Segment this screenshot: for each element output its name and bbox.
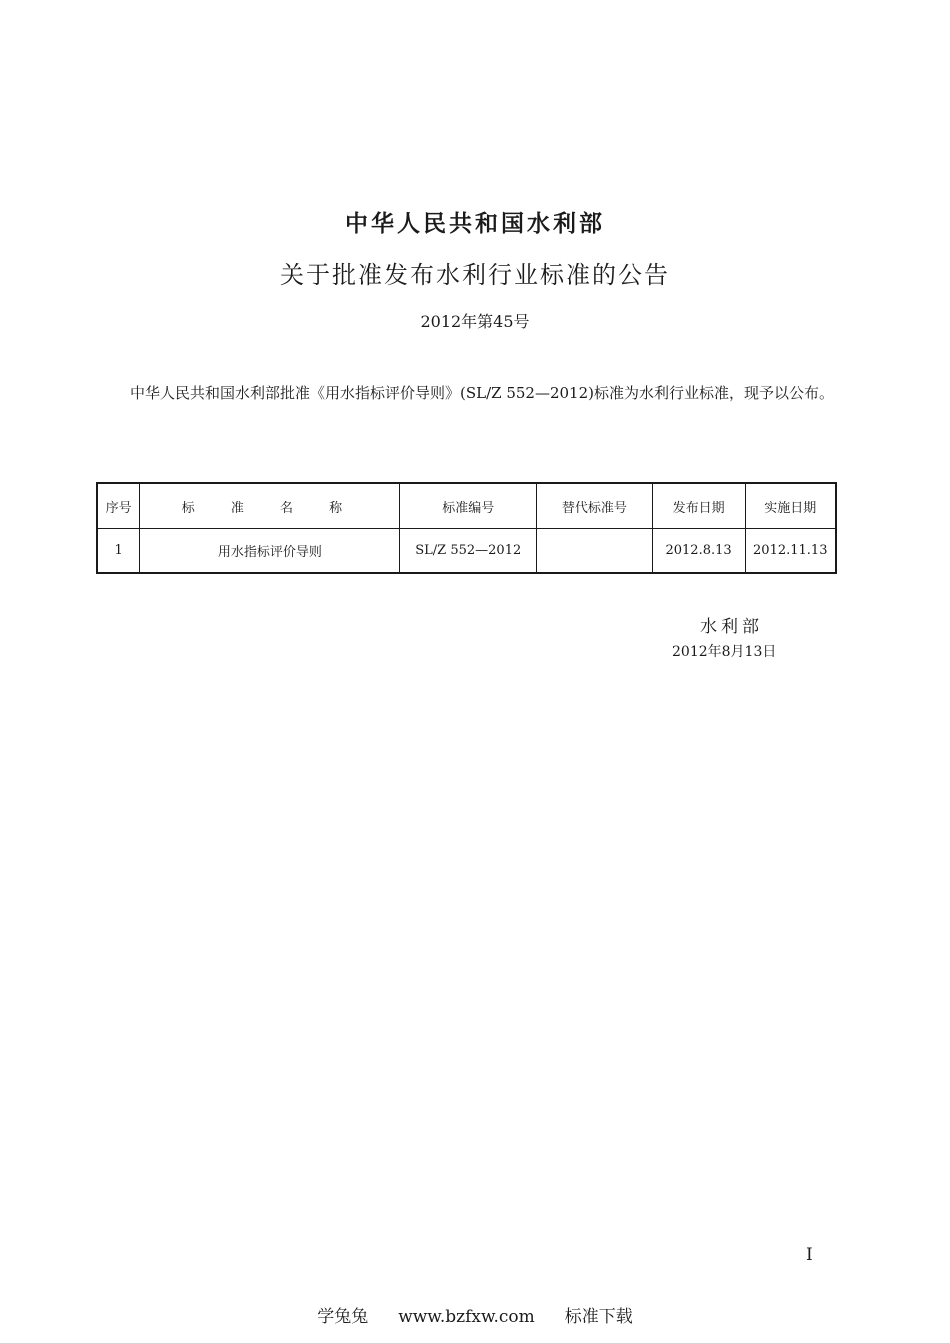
table-row (97, 529, 836, 574)
column-header-replaced: 替代标准号 (537, 483, 653, 529)
column-header-code: 标准编号 (400, 483, 537, 529)
standards-table (96, 482, 837, 574)
cell-code: SL/Z 552—2012 (400, 529, 537, 574)
table-header-row (97, 483, 836, 529)
cell-name: 用水指标评价导则 (140, 529, 400, 574)
cell-effective-date: 2012.11.13 (745, 529, 836, 574)
footer-site-name: 学兔兔 (317, 1307, 369, 1327)
notice-number: 2012年第45号 (420, 312, 530, 331)
page-number: I (806, 1245, 813, 1265)
signature-org: 水利部 (700, 617, 763, 637)
body-paragraph: 中华人民共和国水利部批准《用水指标评价导则》(SL/Z 552—2012)标准为水利行业标准，现予以公布。 (130, 384, 834, 402)
cell-publish-date: 2012.8.13 (652, 529, 745, 574)
notice-title: 关于批准发布水利行业标准的公告 (280, 261, 670, 289)
signature-date: 2012年8月13日 (672, 644, 777, 660)
column-header-index: 序号 (97, 483, 140, 529)
cell-replaced (537, 529, 653, 574)
footer-watermark (0, 1302, 950, 1327)
footer-url[interactable]: www.bzfxw.com (398, 1307, 535, 1327)
column-header-name: 标 准 名 称 (140, 483, 400, 529)
column-header-effective-date: 实施日期 (745, 483, 836, 529)
ministry-title: 中华人民共和国水利部 (345, 210, 605, 237)
cell-index: 1 (97, 529, 140, 574)
footer-tagline: 标准下载 (564, 1307, 633, 1327)
column-header-publish-date: 发布日期 (652, 483, 745, 529)
